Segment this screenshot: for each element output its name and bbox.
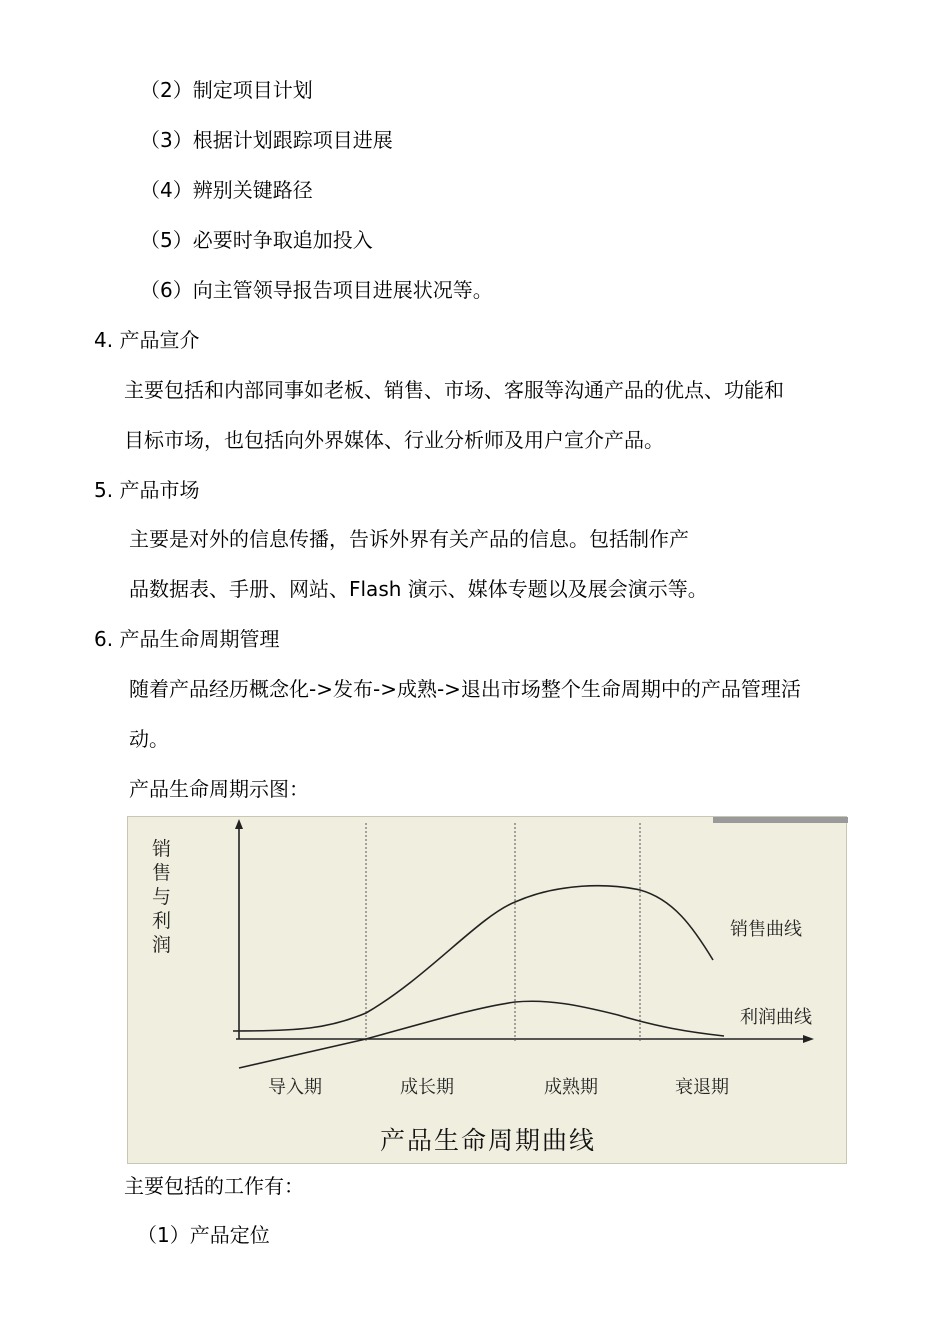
lifecycle-diagram [128,817,848,1165]
work-item-1: （1）产品定位 [137,1223,270,1247]
heading-product-market: 5. 产品市场 [94,478,200,502]
line-1: （2）制定项目计划 [140,78,313,102]
paragraph-market-2: 品数据表、手册、网站、Flash 演示、媒体专题以及展会演示等。 [129,577,708,601]
line-2: （3）根据计划跟踪项目进展 [140,128,393,152]
profit-curve-label: 利润曲线 [740,1007,812,1028]
y-axis-arrow [235,819,243,829]
line-5: （6）向主管领导报告项目进展状况等。 [140,278,493,302]
stage-maturity: 成熟期 [544,1077,598,1098]
paragraph-lifecycle-2: 动。 [129,727,169,751]
stage-growth: 成长期 [400,1077,454,1098]
sales-curve [233,886,713,1031]
stage-introduction: 导入期 [268,1077,322,1098]
paragraph-promotion-1: 主要包括和内部同事如老板、销售、市场、客服等沟通产品的优点、功能和 [124,378,784,402]
line-3: （4）辨别关键路径 [140,178,313,202]
figure-intro: 产品生命周期示图： [129,777,309,801]
sales-curve-label: 销售曲线 [730,919,802,940]
figure-caption: 产品生命周期曲线 [379,1126,596,1155]
heading-product-promotion: 4. 产品宣介 [94,328,200,352]
y-axis-label: 销售与利润 [152,838,172,956]
paragraph-promotion-2: 目标市场，也包括向外界媒体、行业分析师及用户宣介产品。 [124,428,664,452]
x-axis-arrow [803,1035,814,1043]
heading-lifecycle-management: 6. 产品生命周期管理 [94,627,280,651]
paragraph-market-1: 主要是对外的信息传播，告诉外界有关产品的信息。包括制作产 [129,527,689,551]
lifecycle-figure [127,816,847,1164]
line-4: （5）必要时争取追加投入 [140,228,373,252]
stage-decline: 衰退期 [675,1077,729,1098]
work-items-heading: 主要包括的工作有： [124,1174,304,1198]
paragraph-lifecycle-1: 随着产品经历概念化->发布->成熟->退出市场整个生命周期中的产品管理活 [129,677,801,701]
profit-curve [239,1001,724,1068]
